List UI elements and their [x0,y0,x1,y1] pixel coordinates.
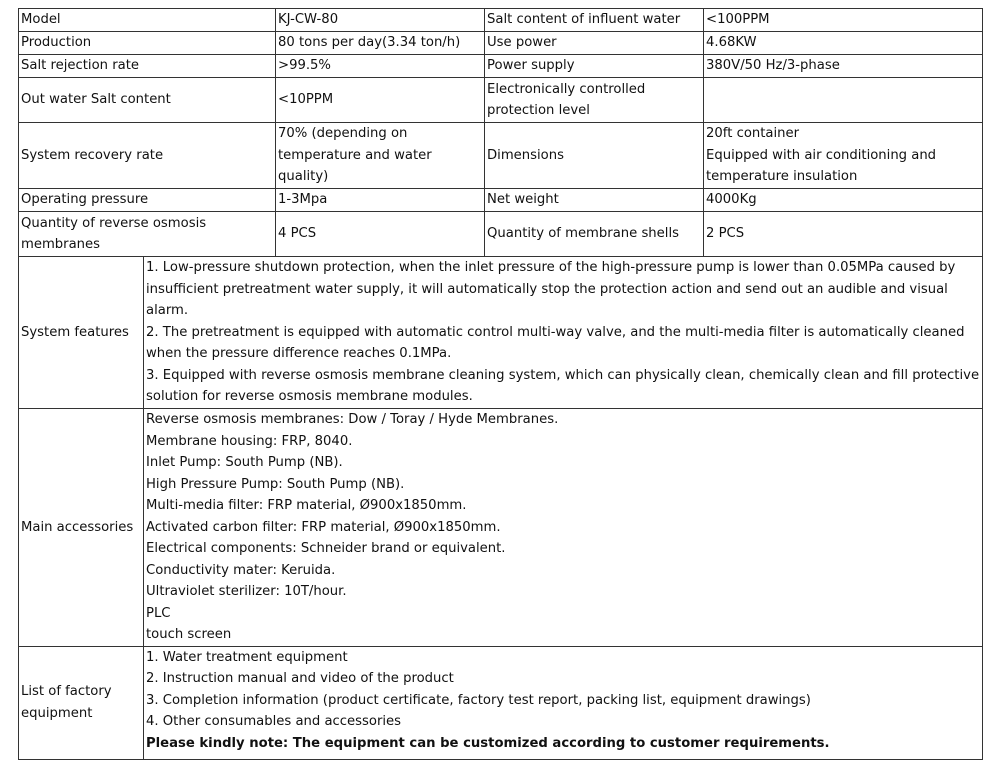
label-model: Model [19,9,276,32]
table-row [19,9,983,32]
label-salt-rejection: Salt rejection rate [19,55,276,78]
label-net-weight: Net weight [485,189,704,212]
label-use-power: Use power [485,32,704,55]
table-row [19,257,983,409]
label-system-features: System features [19,257,144,409]
label-main-accessories: Main accessories [19,409,144,647]
label-operating-pressure: Operating pressure [19,189,276,212]
value-membrane-quantity: 4 PCS [276,212,485,257]
feature-line: 2. The pretreatment is equipped with automatic control multi-way valve, and the multi-media filter is automatically cleaned [146,324,965,340]
feature-line: 1. Low-pressure shutdown protection, when the inlet pressure of the high-pressure pump is lower than 0.05MPa caused by [146,260,956,275]
accessory-line: Inlet Pump: South Pump (NB). [146,455,343,470]
table-row [19,123,983,189]
value-shell-quantity: 2 PCS [704,212,983,257]
system-features-list [144,257,983,409]
value-dimensions [704,123,983,189]
accessory-line: Ultraviolet sterilizer: 10T/hour. [146,584,347,599]
factory-equipment-list [144,646,983,759]
label-shell-quantity: Quantity of membrane shells [485,212,704,257]
accessory-line: Multi-media filter: FRP material, Ø900x1850mm. [146,498,467,513]
equipment-line: 3. Completion information (product certificate, factory test report, packing list, equipment drawings) [146,692,811,708]
customization-note: Please kindly note: The equipment can be customized according to customer requirements. [146,735,830,751]
dimensions-line: 20ft container [706,126,800,142]
value-out-water-salt: <10PPM [276,78,485,123]
dimensions-line: Equipped with air conditioning and temperature insulation [706,147,937,185]
accessory-line: Electrical components: Schneider brand or equivalent. [146,541,506,556]
feature-line: insufficient pretreatment water supply, it will automatically stop the protection action and send out an audible and visual [146,281,948,297]
label-dimensions: Dimensions [485,123,704,189]
value-salt-influent: <100PPM [704,9,983,32]
value-use-power: 4.68KW [704,32,983,55]
value-production: 80 tons per day(3.34 ton/h) [276,32,485,55]
value-net-weight: 4000Kg [704,189,983,212]
feature-line: alarm. [146,303,189,318]
table-row [19,212,983,257]
value-model: KJ-CW-80 [276,9,485,32]
value-operating-pressure: 1-3Mpa [276,189,485,212]
label-membrane-quantity: Quantity of reverse osmosis membranes [19,212,276,257]
label-out-water-salt: Out water Salt content [19,78,276,123]
accessory-line: Reverse osmosis membranes: Dow / Toray / Hyde Membranes. [146,412,559,427]
table-row [19,409,983,647]
table-row [19,189,983,212]
label-production: Production [19,32,276,55]
accessory-line: PLC [146,605,171,621]
value-recovery-rate: 70% (depending on temperature and water quality) [276,123,485,189]
table-row [19,646,983,759]
value-protection-level [704,78,983,123]
feature-line: when the pressure difference reaches 0.1MPa. [146,346,452,361]
spec-table [18,8,983,760]
value-salt-rejection: >99.5% [276,55,485,78]
accessory-line: Membrane housing: FRP, 8040. [146,433,353,449]
table-row [19,32,983,55]
feature-line: 3. Equipped with reverse osmosis membrane cleaning system, which can physically clean, chemically clean and fill protective [146,367,980,383]
value-power-supply: 380V/50 Hz/3-phase [704,55,983,78]
label-factory-equipment: List of factory equipment [19,646,144,759]
equipment-line: 2. Instruction manual and video of the product [146,671,454,686]
accessory-line: touch screen [146,627,232,642]
equipment-line: 1. Water treatment equipment [146,649,348,665]
equipment-line: 4. Other consumables and accessories [146,714,402,729]
accessory-line: High Pressure Pump: South Pump (NB). [146,476,405,492]
label-power-supply: Power supply [485,55,704,78]
label-protection-level: Electronically controlled protection level [485,78,704,123]
accessory-line: Activated carbon filter: FRP material, Ø900x1850mm. [146,519,501,535]
label-recovery-rate: System recovery rate [19,123,276,189]
label-salt-influent: Salt content of influent water [485,9,704,32]
table-row [19,78,983,123]
table-row [19,55,983,78]
accessories-list [144,409,983,647]
feature-line: solution for reverse osmosis membrane modules. [146,389,473,404]
accessory-line: Conductivity mater: Keruida. [146,562,336,578]
